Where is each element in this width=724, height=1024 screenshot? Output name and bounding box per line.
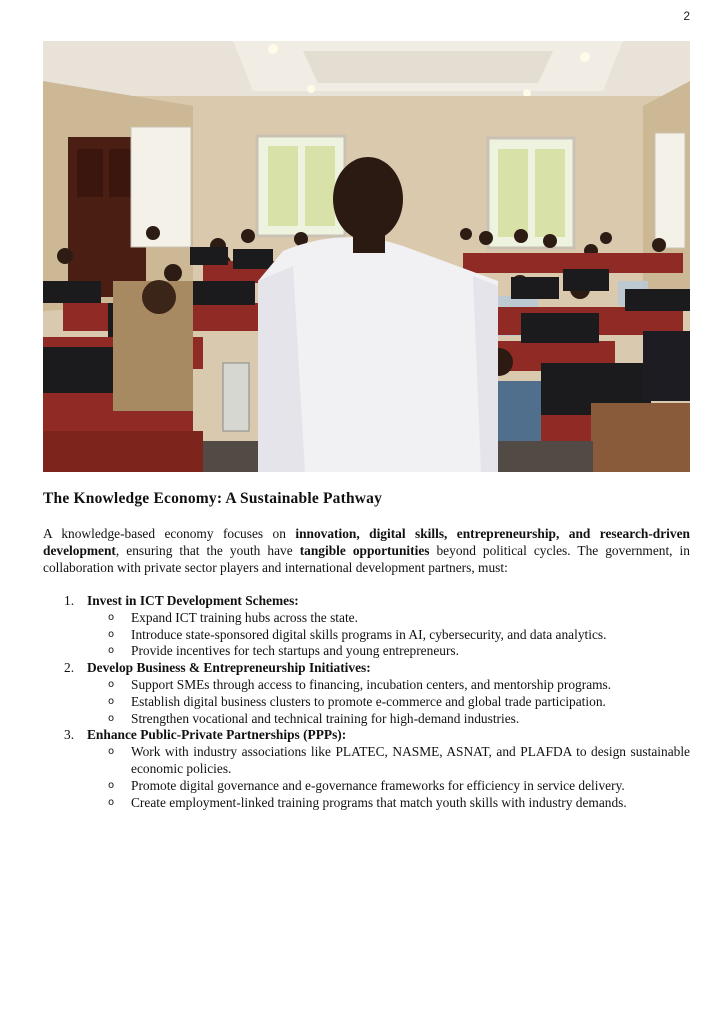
- action-item: [43, 727, 690, 811]
- action-list: [43, 593, 690, 811]
- bullet-icon: o: [108, 746, 115, 758]
- action-heading: [43, 660, 690, 677]
- sub-item-text: Support SMEs through access to financing, incubation centers, and mentorship programs.: [131, 676, 612, 692]
- sub-item: [43, 711, 690, 728]
- action-number: 3.: [64, 727, 75, 743]
- intro-text-3: beyond political cycles. The government, in collaboration with private sector players and international development partners, must:: [43, 542, 690, 575]
- classroom-illustration: [43, 41, 690, 472]
- intro-bold-2: tangible opportunities: [299, 542, 430, 558]
- section-title: The Knowledge Economy: A Sustainable Pathway: [43, 490, 383, 507]
- sub-item: [43, 610, 690, 627]
- bullet-icon: o: [108, 796, 115, 808]
- classroom-photo: [43, 41, 690, 472]
- sub-item: [43, 677, 690, 694]
- sub-item-text: Create employment-linked training programs that match youth skills with industry demands.: [131, 794, 627, 810]
- intro-bold-1: innovation, digital skills, entrepreneurship, and research-driven development: [43, 526, 690, 558]
- action-heading-text: Enhance Public-Private Partnerships (PPPs):: [87, 727, 347, 743]
- sub-item-text: Provide incentives for tech startups and young entrepreneurs.: [131, 643, 459, 659]
- action-heading-text: Invest in ICT Development Schemes:: [87, 593, 299, 608]
- sub-item: [43, 643, 690, 660]
- sub-item-text: Promote digital governance and e-governance frameworks for efficiency in service delivery.: [131, 777, 625, 793]
- action-heading: [43, 593, 690, 610]
- bullet-icon: o: [108, 678, 115, 690]
- bullet-icon: o: [108, 712, 115, 724]
- sub-item: [43, 694, 690, 711]
- action-heading: [43, 727, 690, 744]
- bullet-icon: o: [108, 695, 115, 707]
- bullet-icon: o: [108, 611, 115, 623]
- action-item: [43, 593, 690, 660]
- bullet-icon: o: [108, 628, 115, 640]
- sub-list: [43, 677, 690, 727]
- sub-item-text: Strengthen vocational and technical training for high-demand industries.: [131, 710, 520, 726]
- bullet-icon: o: [108, 645, 115, 657]
- page-number: 2: [683, 9, 690, 23]
- intro-text-1: A knowledge-based economy focuses on: [43, 526, 296, 541]
- sub-list: [43, 744, 690, 811]
- action-number: 2.: [64, 660, 75, 676]
- sub-item: [43, 778, 690, 795]
- sub-item: [43, 744, 690, 778]
- action-heading-text: Develop Business & Entrepreneurship Initiatives:: [87, 660, 371, 676]
- intro-text-2: , ensuring that the youth have: [115, 542, 300, 558]
- sub-item-text: Expand ICT training hubs across the state.: [131, 609, 358, 625]
- sub-list: [43, 610, 690, 660]
- sub-item-text: Establish digital business clusters to promote e-commerce and global trade participation.: [131, 693, 606, 709]
- action-number: 1.: [64, 593, 75, 608]
- sub-item-text: Introduce state-sponsored digital skills programs in AI, cybersecurity, and data analytics.: [131, 626, 607, 642]
- sub-item-text: Work with industry associations like PLATEC, NASME, ASNAT, and PLAFDA to design sustainable economic policies.: [131, 744, 690, 776]
- action-item: [43, 660, 690, 727]
- sub-item: [43, 795, 690, 812]
- bullet-icon: o: [108, 779, 115, 791]
- intro-paragraph: [43, 526, 690, 576]
- sub-item: [43, 627, 690, 644]
